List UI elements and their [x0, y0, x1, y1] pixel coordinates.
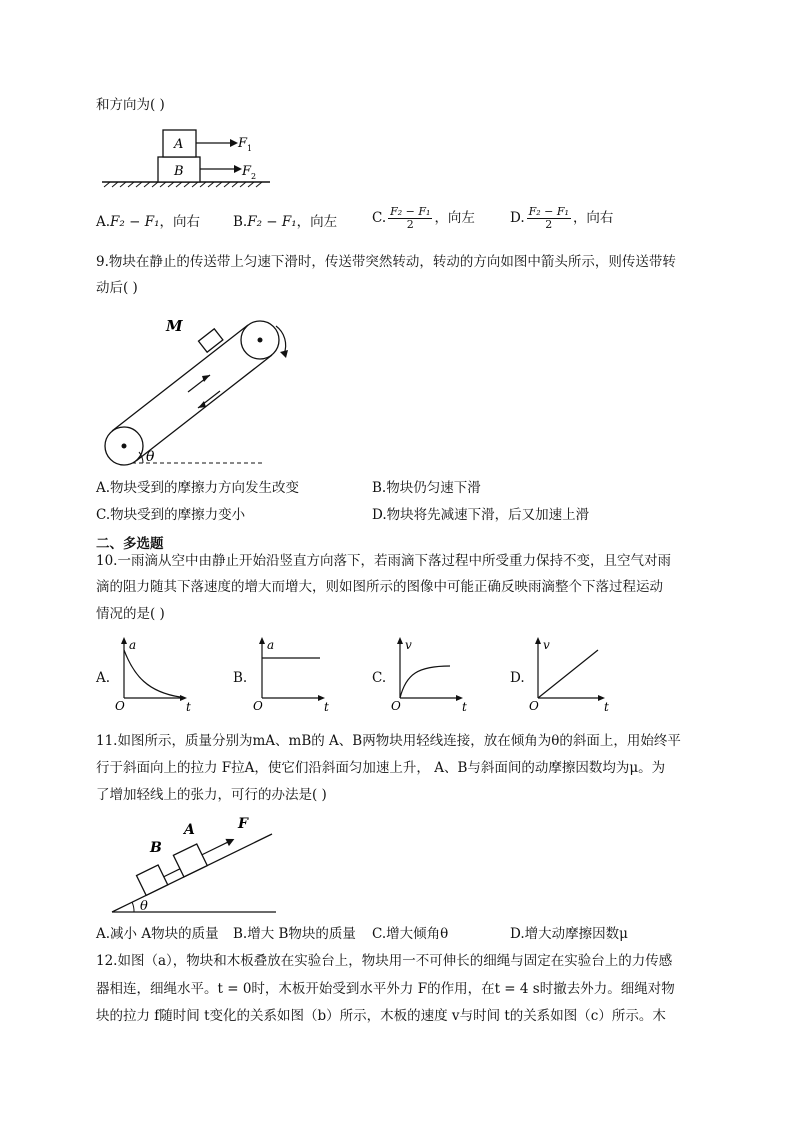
- force-f1-sub: 1: [247, 144, 253, 153]
- angle-theta-label: θ: [140, 899, 148, 914]
- q11-option-d: D.增大动摩擦因数μ: [510, 926, 628, 942]
- q8-option-b: B.F₂ − F₁，向左: [233, 214, 338, 230]
- q11-option-b: B.增大 B物块的质量: [233, 926, 356, 942]
- q10-option-d-prefix: D.: [510, 670, 525, 686]
- q11-option-c: C.增大倾角θ: [372, 926, 449, 942]
- q11-stem-line3: 了增加轻线上的张力，可行的办法是( ): [96, 787, 327, 803]
- q10-graph-c: [388, 636, 468, 712]
- graph-c-origin: O: [391, 699, 401, 713]
- q8-figure: [100, 126, 270, 188]
- q10-stem-line2: 滴的阻力随其下落速度的增大而增大，则如图所示的图像中可能正确反映雨滴整个下落过程运动: [96, 579, 663, 595]
- q11-stem-line2: 行于斜面向上的拉力 F拉A，使它们沿斜面匀加速上升， A、B与斜面间的动摩擦因数均为μ。为: [96, 760, 666, 776]
- block-a-label: A: [174, 137, 184, 152]
- q11-option-a: A.减小 A物块的质量: [96, 926, 219, 942]
- q10-graph-a: [112, 636, 192, 712]
- block-b-label: B: [150, 840, 162, 856]
- q9-option-c: C.物块受到的摩擦力变小: [96, 507, 246, 523]
- block-m: [199, 329, 223, 352]
- q9-stem-line1: 9.物块在静止的传送带上匀速下滑时，传送带突然转动，转动的方向如图中箭头所示，则传送带转: [96, 254, 676, 270]
- block-a: [173, 844, 207, 877]
- force-f-label: F: [238, 816, 248, 832]
- graph-a-x-label: t: [186, 700, 191, 714]
- graph-d-origin: O: [529, 699, 539, 713]
- q12-stem-line2: 器相连，细绳水平。t = 0时，木板开始受到水平外力 F的作用，在t = 4 s时撤去外力。细绳对物: [96, 981, 675, 997]
- graph-b-y-label: a: [267, 638, 275, 652]
- q9-option-a: A.物块受到的摩擦力方向发生改变: [96, 480, 300, 496]
- q8-option-c: C. $\frac{\text{F₂ − F₁}}{2}$ ，向左: [372, 205, 475, 231]
- graph-b-x-label: t: [324, 700, 329, 714]
- graph-d-x-label: t: [604, 700, 609, 714]
- force-f1-label: F: [238, 136, 248, 151]
- block-b: [137, 865, 168, 895]
- q11-figure: [108, 812, 288, 916]
- q8-stem-tail: 和方向为( ): [96, 97, 165, 113]
- q12-stem-line3: 块的拉力 f随时间 t变化的关系如图（b）所示，木板的速度 v与时间 t的关系如图（c）所示。木: [96, 1008, 666, 1024]
- q8-option-a: A.F₂ − F₁，向右: [96, 214, 200, 230]
- q10-option-a-prefix: A.: [96, 670, 111, 686]
- graph-a-y-label: a: [129, 638, 137, 652]
- q9-option-b: B.物块仍匀速下滑: [372, 480, 481, 496]
- graph-c-x-label: t: [462, 700, 467, 714]
- q10-option-b-prefix: B.: [233, 670, 248, 686]
- q11-stem-line1: 11.如图所示，质量分别为mA、mB的 A、B两物块用轻线连接，放在倾角为θ的斜面上，用始终平: [96, 733, 681, 749]
- block-b-label: B: [174, 164, 184, 179]
- q10-stem-line1: 10.一雨滴从空中由静止开始沿竖直方向落下，若雨滴下落过程中所受重力保持不变，且空气对雨: [96, 553, 671, 569]
- force-f2-sub: 2: [251, 172, 257, 181]
- q8-option-d: D. $\frac{\text{F₂ − F₁}}{2}$ ，向右: [510, 205, 614, 231]
- light-string: [164, 869, 180, 877]
- q9-stem-line2: 动后( ): [96, 280, 138, 296]
- q10-graph-b: [250, 636, 330, 712]
- block-a-label: A: [184, 822, 195, 838]
- graph-d-y-label: v: [543, 638, 550, 652]
- q9-option-d: D.物块将先减速下滑，后又加速上滑: [372, 507, 590, 523]
- section-title: 二、多选题: [96, 536, 164, 552]
- q10-option-c-prefix: C.: [372, 670, 387, 686]
- q9-figure: [100, 310, 300, 470]
- q10-graph-d: [526, 636, 610, 712]
- graph-a-origin: O: [115, 699, 125, 713]
- graph-b-origin: O: [253, 699, 263, 713]
- q12-stem-line1: 12.如图（a），物块和木板叠放在实验台上，物块用一不可伸长的细绳与固定在实验台上的力传感: [96, 953, 673, 969]
- angle-theta-label: θ: [146, 449, 155, 465]
- force-f2-label: F: [242, 164, 252, 179]
- mass-label: M: [166, 317, 183, 335]
- q10-stem-line3: 情况的是( ): [96, 606, 165, 622]
- graph-c-y-label: v: [405, 638, 412, 652]
